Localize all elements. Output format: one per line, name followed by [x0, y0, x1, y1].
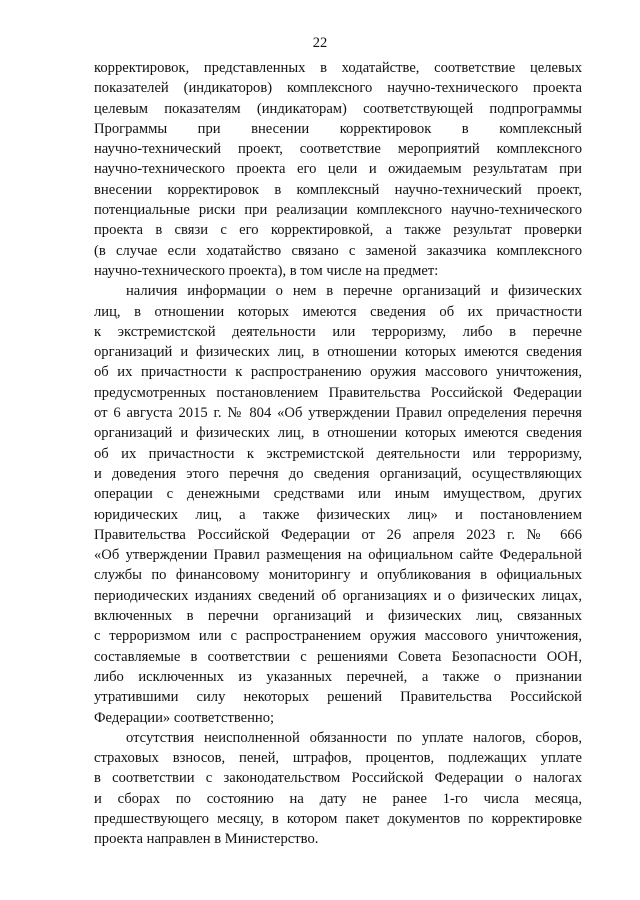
page-number: 22	[312, 35, 328, 51]
text-line: организаций и физических лиц, в отношении которых имеются сведения	[94, 344, 582, 361]
text-line: составляемые в соответствии с решениями Совета Безопасности ООН,	[94, 648, 582, 665]
text-line: предшествующего месяцу, в котором пакет документов по корректировке	[94, 810, 582, 827]
paragraph	[94, 58, 582, 281]
text-line: Федерации» соответственно;	[94, 709, 275, 726]
paragraph	[94, 281, 582, 728]
text-line: утратившими силу некоторых решений Правительства Российской	[94, 689, 582, 706]
text-line: потенциальные риски при реализации комплексного научно-технического	[94, 202, 582, 219]
text-line: к экстремистской деятельности или терроризму, либо в перечне	[94, 323, 582, 340]
text-line: с терроризмом или с распространением оружия массового уничтожения,	[94, 628, 582, 645]
text-line: предусмотренных постановлением Правительства Российской Федерации	[94, 384, 582, 401]
paragraph	[94, 728, 582, 850]
text-line: наличия информации о нем в перечне организаций и физических	[126, 283, 582, 300]
text-line: показателей (индикаторов) комплексного научно-технического проекта	[94, 80, 582, 97]
text-line: включенных в перечни организаций и физических лиц, связанных	[94, 608, 582, 625]
text-line: и доведения этого перечня до сведения организаций, осуществляющих	[94, 465, 582, 482]
text-line: юридических лиц, а также физических лиц» и постановлением	[94, 506, 582, 523]
text-line: периодических изданиях сведений об организациях и о физических лицах,	[94, 587, 582, 604]
text-line: Правительства Российской Федерации от 26 апреля 2023 г. № 666	[94, 526, 582, 543]
document-body	[94, 58, 582, 850]
text-line: операции с денежными средствами или иным имуществом, других	[94, 486, 582, 503]
text-line: лиц, в отношении которых имеются сведения об их причастности	[94, 303, 582, 320]
text-line: от 6 августа 2015 г. № 804 «Об утверждении Правил определения перечня	[94, 405, 582, 422]
text-line: корректировок, представленных в ходатайстве, соответствие целевых	[94, 60, 582, 76]
text-line: научно-технический проект, соответствие мероприятий комплексного	[94, 141, 582, 158]
text-line: либо исключенных из указанных перечней, а также о признании	[94, 668, 582, 685]
text-line: (в случае если ходатайство связано с заменой заказчика комплексного	[94, 242, 582, 259]
text-line: проекта направлен в Министерство.	[94, 831, 319, 848]
text-line: и сборах по состоянию на дату не ранее 1-го числа месяца,	[94, 790, 582, 807]
text-line: отсутствия неисполненной обязанности по уплате налогов, сборов,	[126, 729, 582, 746]
text-line: «Об утверждении Правил размещения на официальном сайте Федеральной	[94, 547, 582, 564]
text-line: в соответствии с законодательством Российской Федерации о налогах	[94, 770, 582, 787]
text-line: внесении корректировок в комплексный научно-технический проект,	[94, 181, 582, 198]
text-line: научно-технического проекта его цели и ожидаемым результатам при	[94, 161, 582, 178]
text-line: Программы при внесении корректировок в комплексный	[94, 120, 582, 137]
text-line: об их причастности к распространению оружия массового уничтожения,	[94, 364, 582, 381]
text-line: об их причастности к экстремистской деятельности или терроризму,	[94, 445, 582, 462]
text-line: научно-технического проекта), в том числе на предмет:	[94, 262, 439, 279]
text-line: службы по финансовому мониторингу и опубликования в официальных	[94, 567, 582, 584]
text-line: проекта в связи с его корректировкой, а также результат проверки	[94, 222, 582, 239]
text-line: организаций и физических лиц, в отношении которых имеются сведения	[94, 425, 582, 442]
text-line: страховых взносов, пеней, штрафов, процентов, подлежащих уплате	[94, 750, 582, 767]
text-line: целевым показателям (индикаторам) соответствующей подпрограммы	[94, 100, 582, 117]
